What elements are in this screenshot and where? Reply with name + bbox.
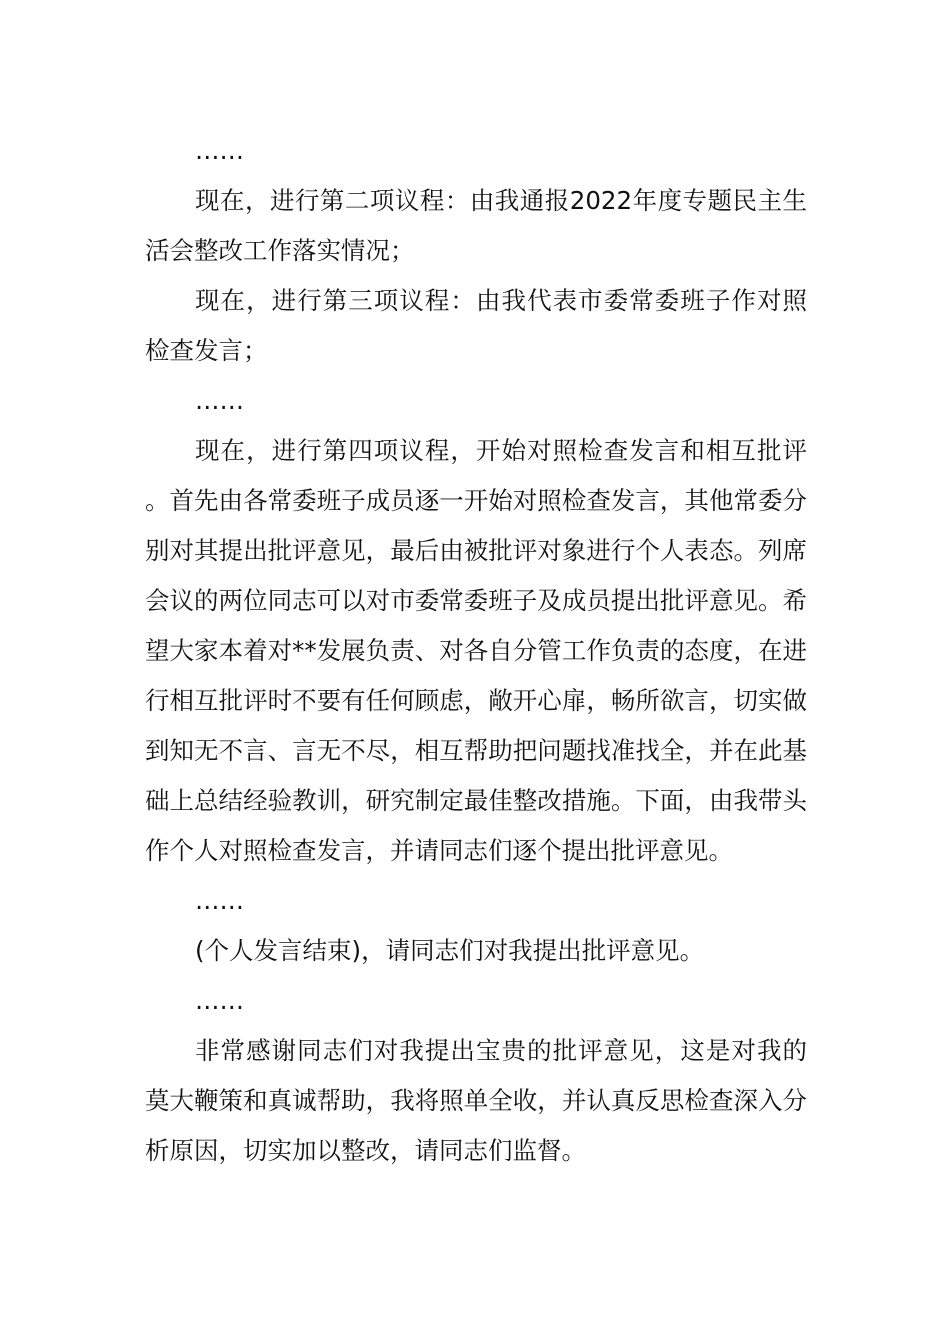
document-body <box>145 126 807 1176</box>
agenda-item-two-paragraph: 现在，进行第二项议程：由我通报2022年度专题民主生活会整改工作落实情况； <box>145 186 807 265</box>
agenda-item-three-paragraph: 现在，进行第三项议程：由我代表市委常委班子作对照检查发言； <box>145 286 807 365</box>
agenda-item-four-paragraph: 现在，进行第四项议程，开始对照检查发言和相互批评。首先由各常委班子成员逐一开始对照检查发言，其他常委分别对其提出批评意见，最后由被批评对象进行个人表态。列席会议的两位同志可以对市委常委班子及成员提出批评意见。希望大家本着对**发展负责、对各自分管工作负责的态度，在进行相互批评时不要有任何顾虑，敞开心扉，畅所欲言，切实做到知无不言、言无不尽，相互帮助把问题找准找全，并在此基础上总结经验教训，研究制定最佳整改措施。下面，由我带头作个人对照检查发言，并请同志们逐个提出批评意见。 <box>145 436 807 865</box>
closing-thanks-paragraph: 非常感谢同志们对我提出宝贵的批评意见，这是对我的莫大鞭策和真诚帮助，我将照单全收，并认真反思检查深入分析原因，切实加以整改，请同志们监督。 <box>145 1036 807 1165</box>
ellipsis-paragraph: …… <box>195 886 244 915</box>
speech-end-paragraph: (个人发言结束)，请同志们对我提出批评意见。 <box>195 936 705 965</box>
ellipsis-paragraph: …… <box>195 386 244 415</box>
ellipsis-paragraph: …… <box>195 986 244 1015</box>
ellipsis-paragraph: …… <box>195 136 244 165</box>
